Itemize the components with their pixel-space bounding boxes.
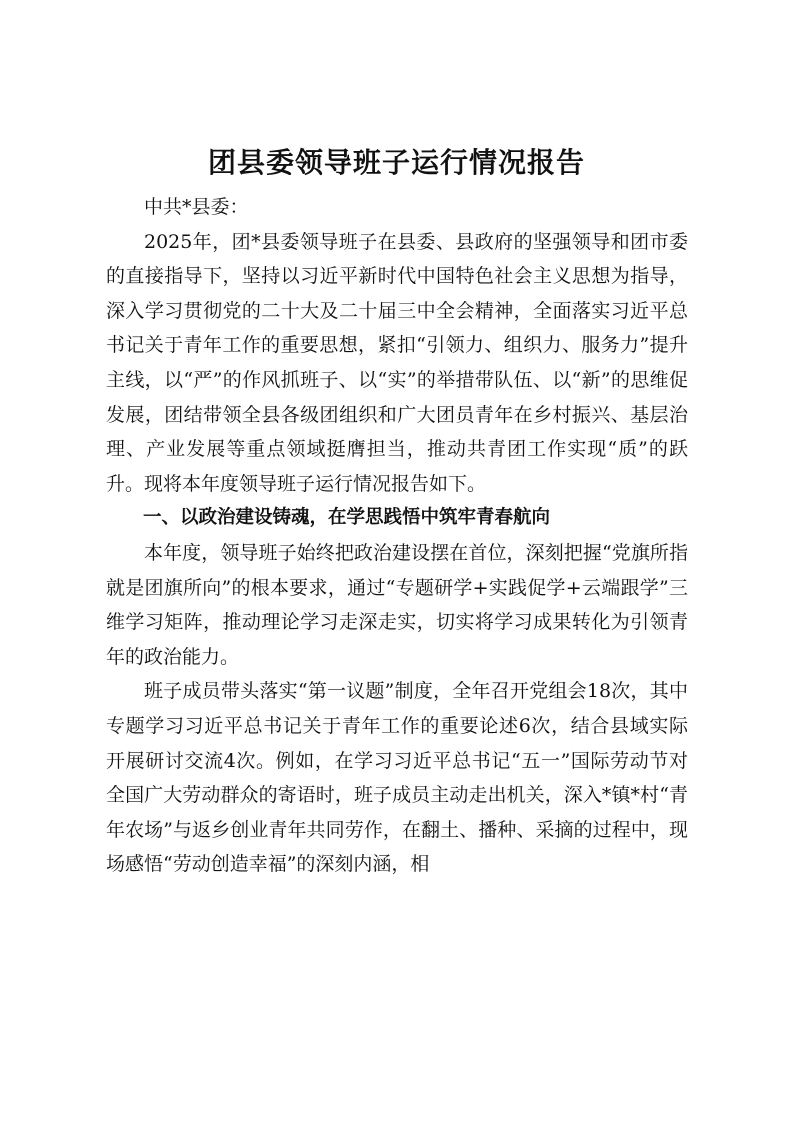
salutation: 中共*县委： (144, 196, 249, 218)
section-heading: 一、以政治建设铸魂，在学思践悟中筑牢青春航向 (143, 507, 551, 529)
section-paragraph: 本年度，领导班子始终把政治建设摆在首位，深刻把握“党旗所指就是团旗所向”的根本要求，通过“专题研学+实践促学+云端跟学”三维学习矩阵，推动理论学习走深走实，切实将学习成果转化为引领青年的政治能力。 (106, 541, 688, 668)
intro-paragraph: 2025年，团*县委领导班子在县委、县政府的坚强领导和团市委的直接指导下，坚持以习近平新时代中国特色社会主义思想为指导，深入学习贯彻党的二十大及二十届三中全会精神，全面落实习近平总书记关于青年工作的重要思想，紧扣“引领力、组织力、服务力”提升主线，以“严”的作风抓班子、以“实”的举措带队伍、以“新”的思维促发展，团结带领全县各级团组织和广大团员青年在乡村振兴、基层治理、产业发展等重点领域挺膺担当，推动共青团工作实现“质”的跃升。现将本年度领导班子运行情况报告如下。 (106, 230, 688, 495)
document-title: 团县委领导班子运行情况报告 (207, 146, 585, 179)
section-paragraph: 班子成员带头落实“第一议题”制度，全年召开党组会18次，其中专题学习习近平总书记关于青年工作的重要论述6次，结合县域实际开展研讨交流4次。例如，在学习习近平总书记“五一”国际劳动节对全国广大劳动群众的寄语时，班子成员主动走出机关，深入*镇*村“青年农场”与返乡创业青年共同劳作，在翻土、播种、采摘的过程中，现场感悟“劳动创造幸福”的深刻内涵，相 (106, 680, 688, 876)
document-body (106, 190, 688, 882)
